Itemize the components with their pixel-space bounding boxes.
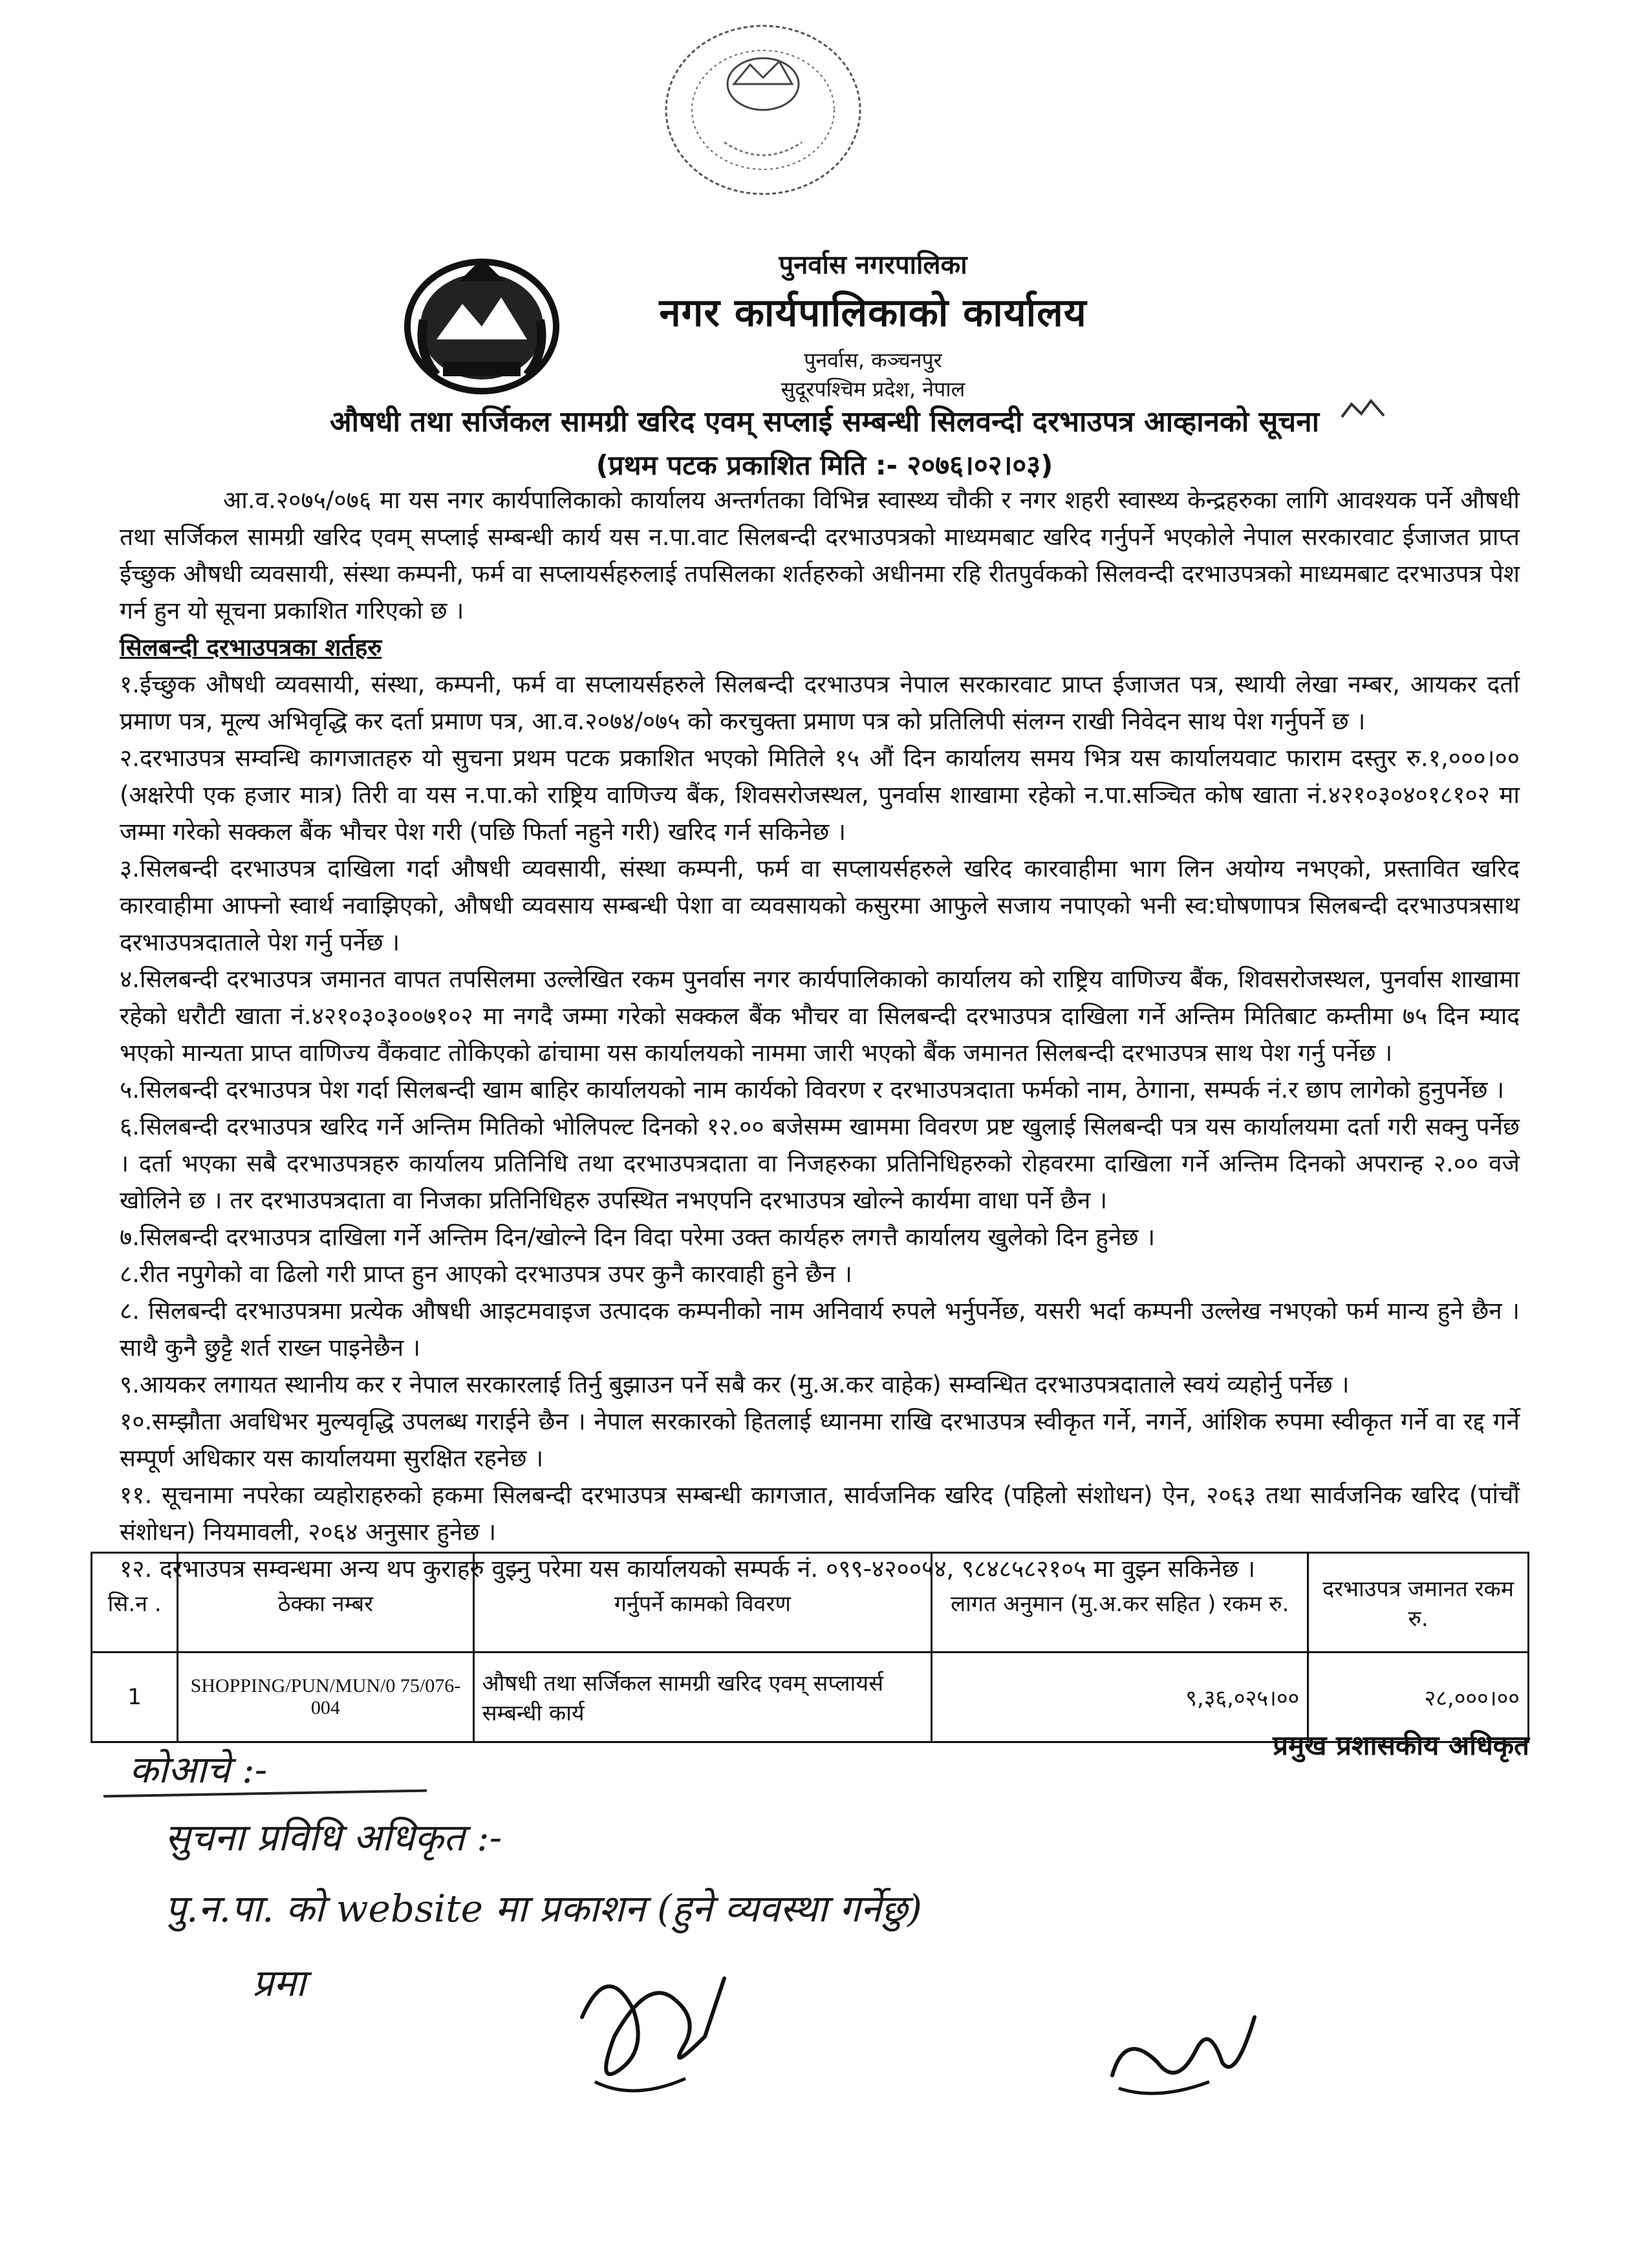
cell-contract-no: SHOPPING/PUN/MUN/0 75/076-004 [178, 1653, 473, 1742]
publish-date-line: (प्रथम पटक प्रकाशित मिति :- २०७६।०२।०३) [596, 449, 1053, 481]
col-header-contract-no: ठेक्का नम्बर [178, 1553, 473, 1653]
notice-title: औषधी तथा सर्जिकल सामग्री खरिद एवम् सप्लाई सम्बन्धी सिलवन्दी दरभाउपत्र आव्हानको सूचना [329, 405, 1320, 438]
condition-item: ४.सिलबन्दी दरभाउपत्र जमानत वापत तपसिलमा उल्लेखित रकम पुनर्वास नगर कार्यपालिकाको कार्यालय को राष्ट्रिय वाणिज्य बैंक, शिवसरोजस्थल, पुनर्वास शाखामा रहेको धरौटी खाता नं.४२१०३०३००७१०२ मा नगदै जम्मा गरेको सक्कल बैंक भौचर वा सिलबन्दी दरभाउपत्र दाखिला गर्ने अन्तिम मितिबाट कम्तीमा ७५ दिन म्याद भएको मान्यता प्राप्त वाणिज्य वैंकवाट तोकिएको ढांचामा यस कार्यालयको नाममा जारी भएको बैंक जमानत सिलबन्दी दरभाउपत्र साथ पेश गर्नु पर्नेछ । [120, 965, 1520, 1067]
condition-item: १२. दरभाउपत्र सम्वन्धमा अन्य थप कुराहरु वुझ्नु परेमा यस कार्यालयको सम्पर्क नं. ०९९-४२००५४, ९८४८५८२१०५ मा वुझ्न सकिनेछ । [120, 1555, 1256, 1583]
address-line-2: सुदूरपश्चिम प्रदेश, नेपाल [781, 377, 965, 401]
address-line-1: पुनर्वास, कञ्चनपुर [804, 348, 942, 372]
tender-table [91, 1552, 1529, 1743]
office-name: नगर कार्यपालिकाको कार्यालय [659, 290, 1087, 336]
notice-body [120, 482, 1520, 1587]
condition-item: १०.सम्झौता अवधिभर मुल्यवृद्धि उपलब्ध गराईने छैन । नेपाल सरकारको हितलाई ध्यानमा राखि दरभाउपत्र स्वीकृत गर्ने, नगर्ने, आंशिक रुपमा स्वीकृत गर्ने वा रद्द गर्ने सम्पूर्ण अधिकार यस कार्यालयमा सुरक्षित रहनेछ । [120, 1407, 1520, 1472]
handwritten-note-line: प्रमा [252, 1961, 306, 2005]
cell-sn: 1 [92, 1653, 178, 1742]
cell-estimate: ९,३६,०२५।०० [932, 1653, 1308, 1742]
conditions-heading: सिलबन्दी दरभाउपत्रका शर्तहरु [120, 634, 382, 661]
handwritten-note-line: पु.न.पा. को website मा प्रकाशन (हुने व्यवस्था गर्नेछु) [165, 1887, 922, 1931]
handwritten-note-line: सुचना प्रविधि अधिकृत :- [165, 1815, 502, 1859]
condition-item: ९.आयकर लगायत स्थानीय कर र नेपाल सरकारलाई तिर्नु बुझाउन पर्ने सबै कर (मु.अ.कर वाहेक) सम्वन्धित दरभाउपत्रदाताले स्वयं व्यहोर्नु पर्नेछ । [120, 1371, 1350, 1398]
table-header-row [92, 1553, 1529, 1653]
condition-item: २.दरभाउपत्र सम्वन्धि कागजातहरु यो सुचना प्रथम पटक प्रकाशित भएको मितिले १५ औं दिन कार्यालय समय भित्र यस कार्यालयवाट फाराम दस्तुर रु.१,०००।०० (अक्षरेपी एक हजार मात्र) तिरी वा यस न.पा.को राष्ट्रिय वाणिज्य बैंक, शिवसरोजस्थल, पुनर्वास शाखामा रहेको न.पा.सञ्चित कोष खाता नं.४२१०३०४०१८१०२ मा जम्मा गरेको सक्कल बैंक भौचर पेश गरी (पछि फिर्ता नहुने गरी) खरिद गर्न सकिनेछ । [120, 744, 1520, 846]
condition-item: ११. सूचनामा नपरेका व्यहोराहरुको हकमा सिलबन्दी दरभाउपत्र सम्बन्धी कागजात, सार्वजनिक खरिद (पहिलो संशोधन) ऐन, २०६३ तथा सार्वजनिक खरिद (पांचौं संशोधन) नियमावली, २०६४ अनुसार हुनेछ । [120, 1481, 1520, 1546]
intro-paragraph: आ.व.२०७५/०७६ मा यस नगर कार्यपालिकाको कार्यालय अन्तर्गतका विभिन्न स्वास्थ्य चौकी र नगर शहरी स्वास्थ्य केन्द्रहरुका लागि आवश्यक पर्ने औषधी तथा सर्जिकल सामग्री खरिद एवम् सप्लाई सम्बन्धी कार्य यस न.पा.वाट सिलबन्दी दरभाउपत्रको माध्यमबाट खरिद गर्नुपर्ने भएकोले नेपाल सरकारवाट ईजाजत प्राप्त ईच्छुक औषधी व्यवसायी, संस्था कम्पनी, फर्म वा सप्लायर्सहरुलाई तपसिलका शर्तहरुको अधीनमा रहि रीतपुर्वकको सिलवन्दी दरभाउपत्रको माध्यमबाट दरभाउपत्र पेश गर्न हुन यो सूचना प्रकाशित गरिएको छ । [120, 486, 1520, 625]
col-header-estimate: लागत अनुमान (मु.अ.कर सहित ) रकम रु. [932, 1553, 1308, 1653]
municipality-name: पुनर्वास नगरपालिका [779, 250, 967, 280]
signature-scribble [556, 1940, 750, 2101]
col-header-description: गर्नुपर्ने कामको विवरण [473, 1553, 932, 1653]
condition-item: ८. सिलबन्दी दरभाउपत्रमा प्रत्येक औषधी आइटमवाइज उत्पादक कम्पनीको नाम अनिवार्य रुपले भर्नुपर्नेछ, यसरी भर्दा कम्पनी उल्लेख नभएको फर्म मान्य हुने छैन । साथै कुनै छुट्टै शर्त राख्न पाइनेछैन । [120, 1297, 1520, 1362]
condition-item: ७.सिलबन्दी दरभाउपत्र दाखिला गर्ने अन्तिम दिन/खोल्ने दिन विदा परेमा उक्त कार्यहरु लगत्तै कार्यालय खुलेको दिन हुनेछ । [120, 1223, 1156, 1251]
condition-item: ८.रीत नपुगेको वा ढिलो गरी प्राप्त हुन आएको दरभाउपत्र उपर कुनै कारवाही हुने छैन । [120, 1260, 852, 1288]
cell-security: २८,०००।०० [1308, 1653, 1529, 1742]
condition-item: ३.सिलबन्दी दरभाउपत्र दाखिला गर्दा औषधी व्यवसायी, संस्था कम्पनी, फर्म वा सप्लायर्सहरुले खरिद कारवाहीमा भाग लिन अयोग्य नभएको, प्रस्तावित खरिद कारवाहीमा आफ्नो स्वार्थ नवाझिएको, औषधी व्यवसाय सम्बन्धी पेशा वा व्यवसायको कसुरमा आफुले सजाय नपाएको भनी स्व:घोषणापत्र सिलबन्दी दरभाउपत्रसाथ दरभाउपत्रदाताले पेश गर्नु पर्नेछ । [120, 855, 1520, 956]
office-seal-stamp [653, 13, 873, 207]
condition-item: ६.सिलबन्दी दरभाउपत्र खरिद गर्ने अन्तिम मितिको भोलिपल्ट दिनको १२.०० बजेसम्म खाममा विवरण प्रष्ट खुलाई सिलबन्दी पत्र यस कार्यालयमा दर्ता गरी सक्नु पर्नेछ । दर्ता भएका सबै दरभाउपत्रहरु कार्यालय प्रतिनिधि तथा दरभाउपत्रदाता वा निजहरुका प्रतिनिधिहरुको रोहवरमा दाखिला गर्ने अन्तिम दिनको अपरान्ह २.०० वजे खोलिने छ । तर दरभाउपत्रदाता वा निजका प्रतिनिधिहरु उपस्थित नभएपनि दरभाउपत्र खोल्ने कार्यमा वाधा पर्ने छैन । [120, 1113, 1520, 1214]
signatory-title: प्रमुख प्रशासकीय अधिकृत [1273, 1729, 1529, 1761]
col-header-security: दरभाउपत्र जमानत रकम रु. [1308, 1553, 1529, 1653]
condition-item: ५.सिलबन्दी दरभाउपत्र पेश गर्दा सिलबन्दी खाम बाहिर कार्यालयको नाम कार्यको विवरण र दरभाउपत्रदाता फर्मको नाम, ठेगाना, सम्पर्क नं.र छाप लागेको हुनुपर्नेछ । [120, 1076, 1505, 1104]
signature-scribble [1099, 1991, 1267, 2108]
handwritten-note-line: कोआचे :- [129, 1748, 268, 1792]
col-header-sn: सि.न . [92, 1553, 178, 1653]
condition-item: १.ईच्छुक औषधी व्यवसायी, संस्था, कम्पनी, फर्म वा सप्लायर्सहरुले सिलबन्दी दरभाउपत्र नेपाल सरकारवाट प्राप्त ईजाजत पत्र, स्थायी लेखा नम्बर, आयकर दर्ता प्रमाण पत्र, मूल्य अभिवृद्धि कर दर्ता प्रमाण पत्र, आ.व.२०७४/०७५ को करचुक्ता प्रमाण पत्र को प्रतिलिपी संलग्न राखी निवेदन साथ पेश गर्नुपर्ने छ । [120, 670, 1520, 735]
cell-description: औषधी तथा सर्जिकल सामग्री खरिद एवम् सप्लायर्स सम्बन्धी कार्य [473, 1653, 932, 1742]
